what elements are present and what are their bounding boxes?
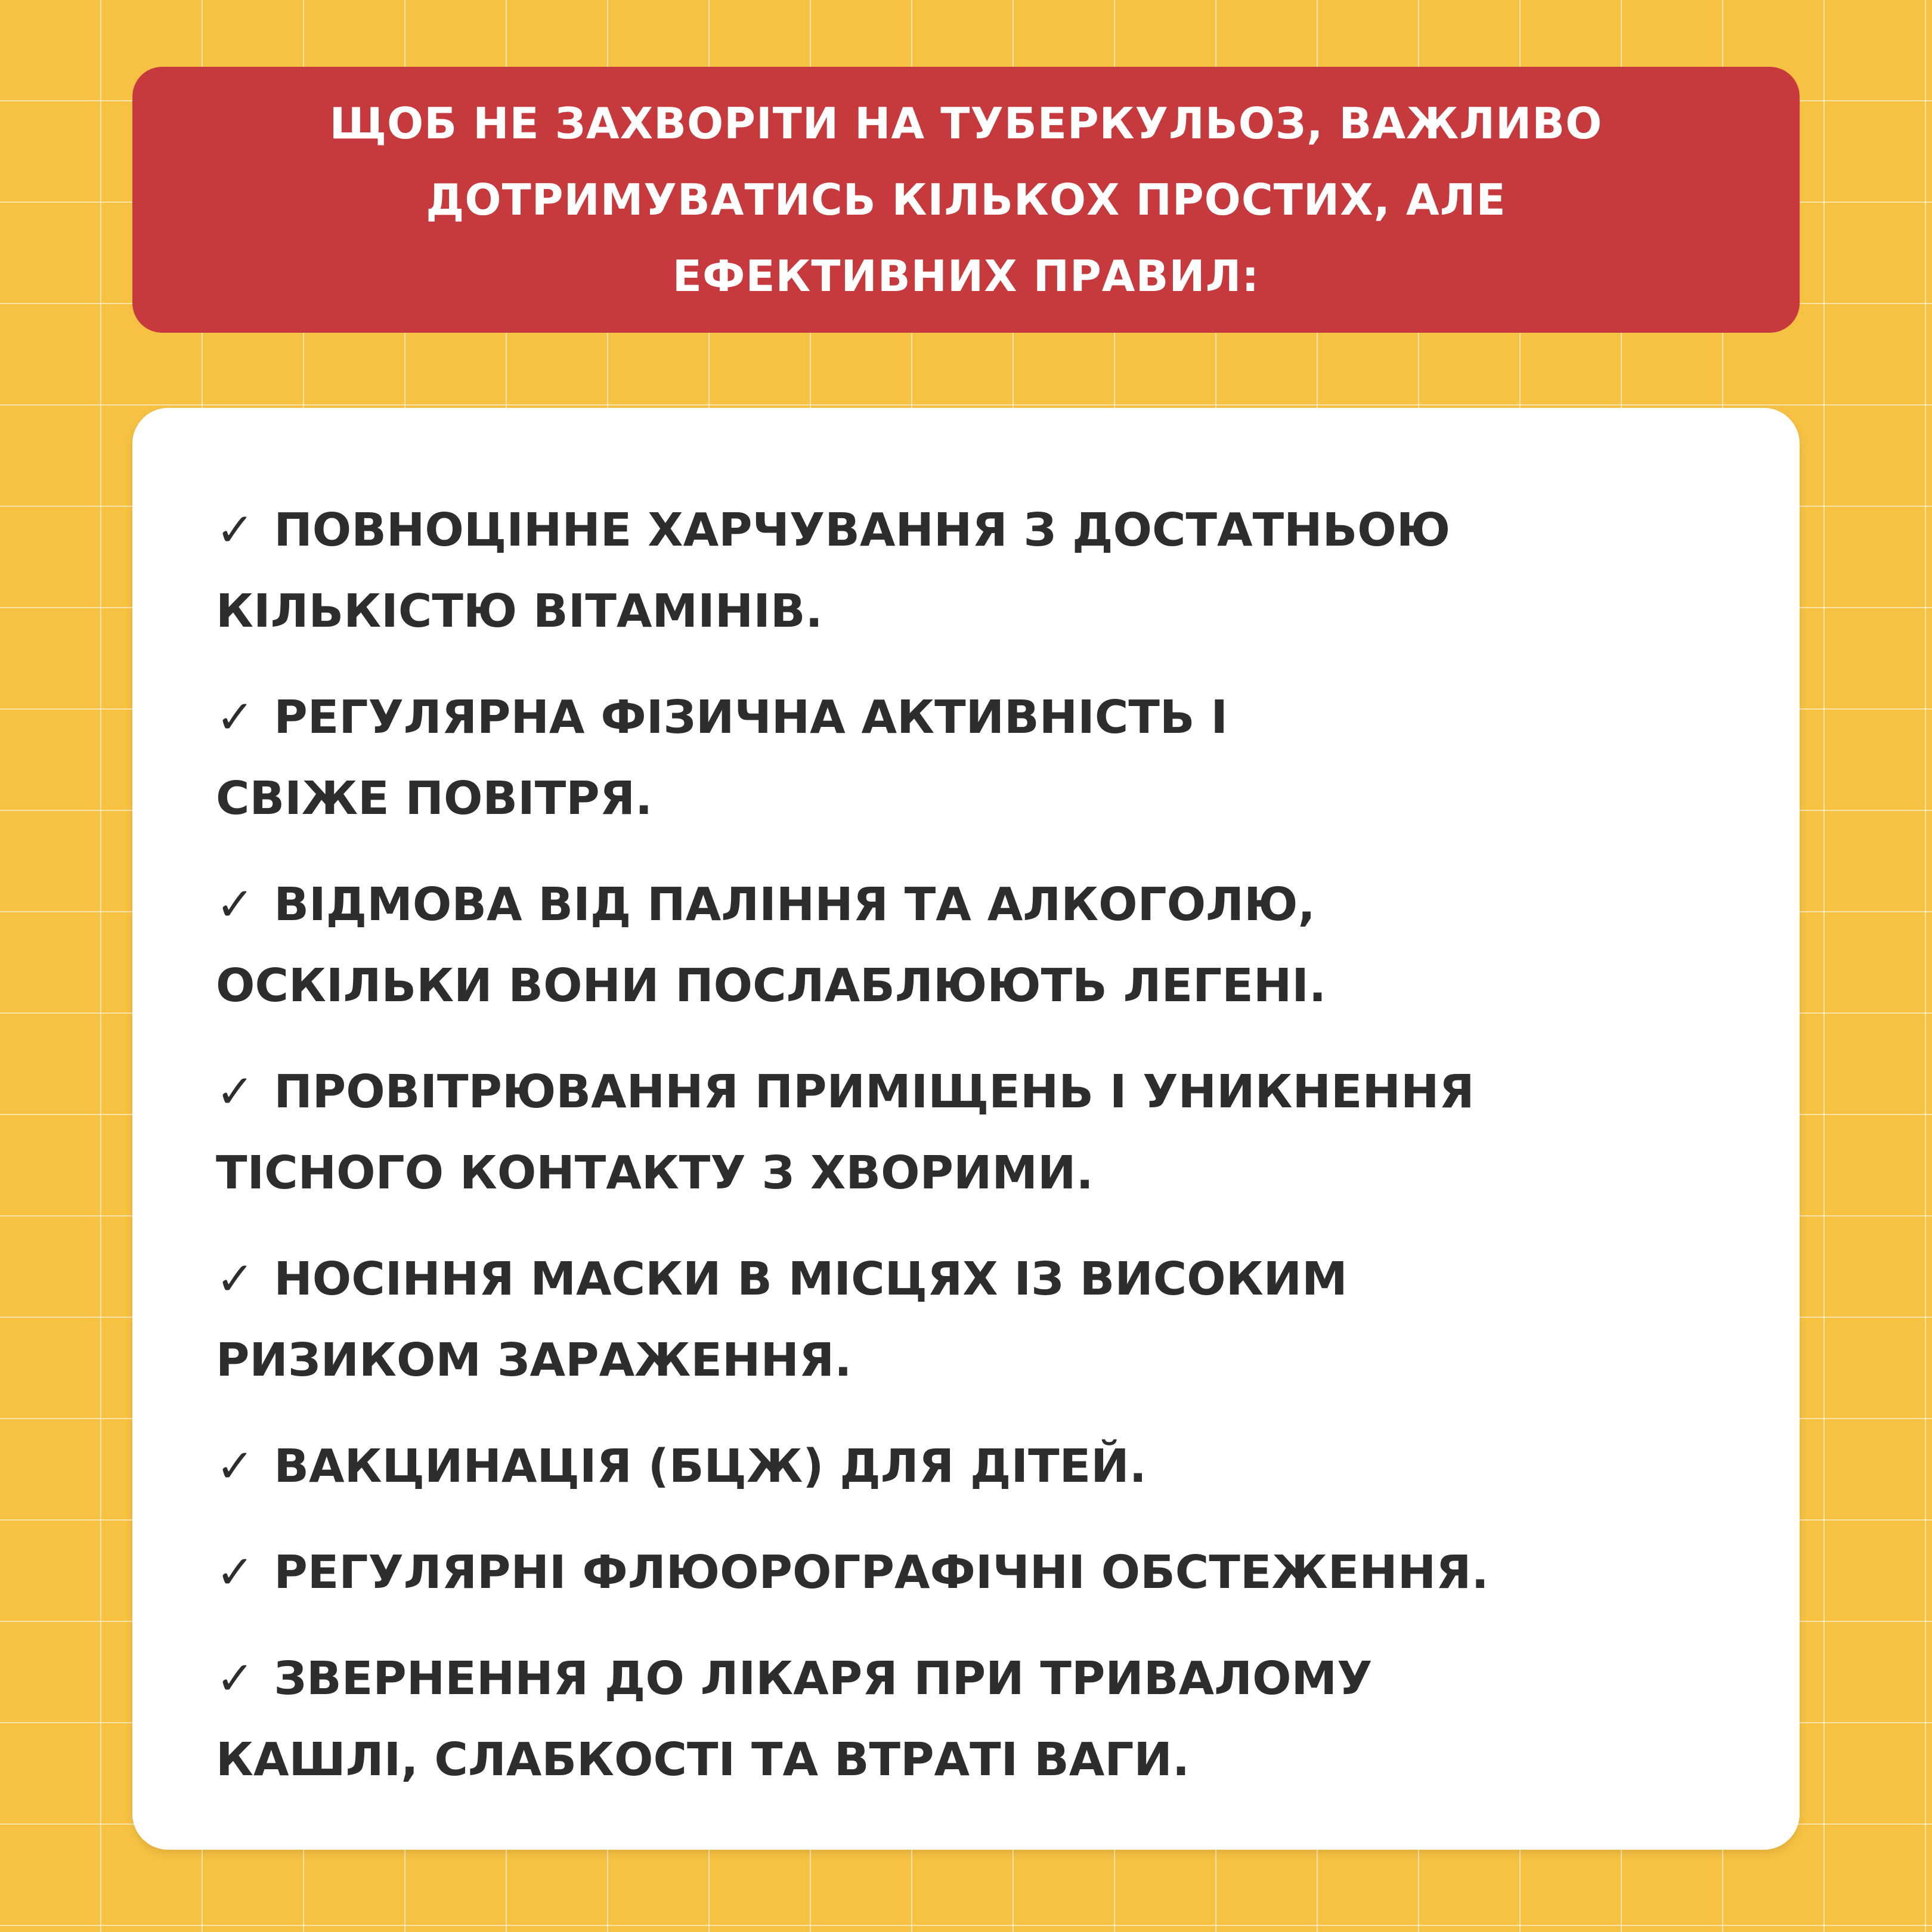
rule-text-line: ВАКЦИНАЦІЯ (БЦЖ) ДЛЯ ДІТЕЙ.: [274, 1440, 1147, 1493]
rule-item-doctor: [216, 1639, 1800, 1801]
rule-text-line: ТІСНОГО КОНТАКТУ З ХВОРИМИ.: [216, 1147, 1094, 1200]
rules-card: [132, 408, 1800, 1850]
rule-text-line: ЗВЕРНЕННЯ ДО ЛІКАРЯ ПРИ ТРИВАЛОМУ: [274, 1652, 1373, 1705]
check-icon: ✓: [216, 691, 255, 744]
rule-text-line: ВІДМОВА ВІД ПАЛІННЯ ТА АЛКОГОЛЮ,: [274, 878, 1315, 931]
check-icon: ✓: [216, 504, 255, 557]
rule-item-activity: [216, 677, 1800, 840]
rule-item-no-smoking: [216, 865, 1800, 1027]
rule-item-nutrition: [216, 490, 1800, 652]
check-icon: ✓: [216, 878, 255, 931]
rule-item-vaccination: [216, 1426, 1800, 1507]
header-title-line-3: ЕФЕКТИВНИХ ПРАВИЛ:: [672, 251, 1260, 301]
rule-text-line: ОСКІЛЬКИ ВОНИ ПОСЛАБЛЮЮТЬ ЛЕГЕНІ.: [216, 959, 1327, 1013]
rule-text-line: ПОВНОЦІННЕ ХАРЧУВАННЯ З ДОСТАТНЬОЮ: [274, 504, 1451, 557]
rule-item-mask: [216, 1239, 1800, 1401]
rule-text-line: ПРОВІТРЮВАННЯ ПРИМІЩЕНЬ І УНИКНЕННЯ: [274, 1066, 1475, 1119]
rule-text-line: КІЛЬКІСТЮ ВІТАМІНІВ.: [216, 585, 823, 638]
check-icon: ✓: [216, 1546, 255, 1599]
header-title-line-1: ЩОБ НЕ ЗАХВОРІТИ НА ТУБЕРКУЛЬОЗ, ВАЖЛИВО: [329, 98, 1603, 148]
check-icon: ✓: [216, 1253, 255, 1306]
check-icon: ✓: [216, 1440, 255, 1493]
rule-text-line: НОСІННЯ МАСКИ В МІСЦЯХ ІЗ ВИСОКИМ: [274, 1253, 1348, 1306]
rule-text-line: РИЗИКОМ ЗАРАЖЕННЯ.: [216, 1334, 852, 1387]
check-icon: ✓: [216, 1066, 255, 1119]
rule-text-line: РЕГУЛЯРНІ ФЛЮОРОГРАФІЧНІ ОБСТЕЖЕННЯ.: [274, 1546, 1489, 1599]
check-icon: ✓: [216, 1652, 255, 1705]
rule-text-line: КАШЛІ, СЛАБКОСТІ ТА ВТРАТІ ВАГИ.: [216, 1733, 1190, 1787]
rule-item-ventilation: [216, 1052, 1800, 1214]
header-title-line-2: ДОТРИМУВАТИСЬ КІЛЬКОХ ПРОСТИХ, АЛЕ: [426, 175, 1506, 225]
header-banner: [132, 67, 1800, 333]
rule-text-line: СВІЖЕ ПОВІТРЯ.: [216, 772, 653, 825]
rule-item-fluorography: [216, 1532, 1800, 1614]
rule-text-line: РЕГУЛЯРНА ФІЗИЧНА АКТИВНІСТЬ І: [274, 691, 1228, 744]
